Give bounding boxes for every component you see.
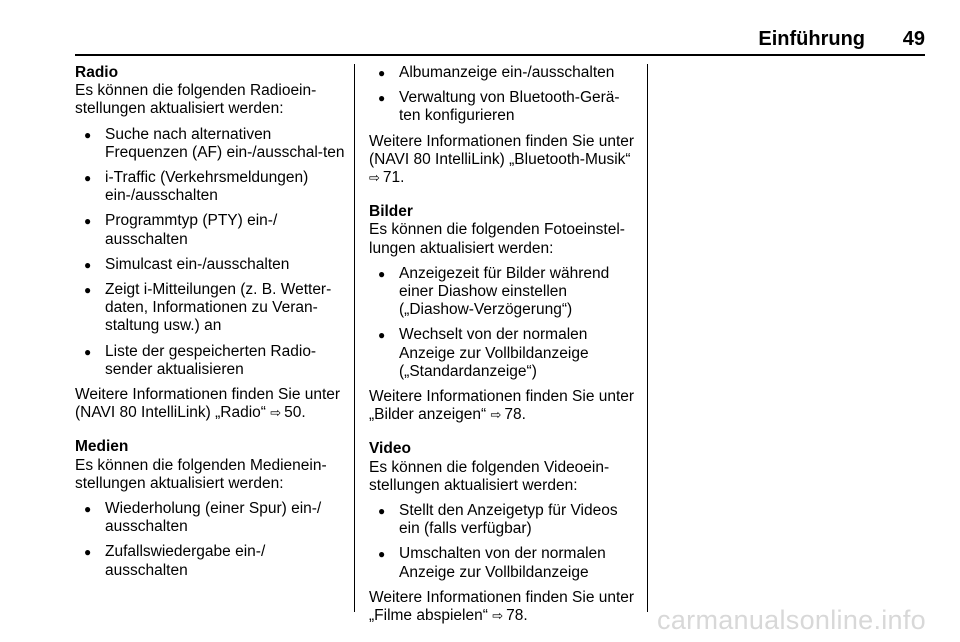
- more-info: [369, 589, 639, 626]
- section-intro: Es können die folgenden Medienein-stellungen aktualisiert werden:: [75, 456, 327, 492]
- list-item: ● Umschalten von der normalen Anzeige zur Vollbildanzeige: [369, 545, 639, 581]
- section-medien: [75, 438, 347, 579]
- list-item: ● Verwaltung von Bluetooth-Gerä-ten konfigurieren: [369, 89, 639, 125]
- bullet-list: [369, 502, 639, 582]
- page-ref[interactable]: 78.: [506, 607, 528, 625]
- column-divider: [647, 64, 648, 612]
- list-item: ● Suche nach alternativen Frequenzen (AF) ein-/ausschal-ten: [75, 126, 347, 162]
- section-intro: Es können die folgenden Fotoeinstel-lungen aktualisiert werden:: [369, 221, 625, 257]
- section-intro: Es können die folgenden Videoein-stellungen aktualisiert werden:: [369, 458, 610, 494]
- section-intro: Es können die folgenden Radioein-stellungen aktualisiert werden:: [75, 82, 317, 118]
- more-info-text: Weitere Informationen finden Sie unter „Bilder anzeigen“: [369, 388, 635, 424]
- section-bilder: [369, 203, 639, 425]
- more-info-text: Weitere Informationen finden Sie unter „Filme abspielen“: [369, 588, 635, 625]
- chapter-title: Einführung: [758, 28, 865, 50]
- more-info-text: Weitere Informationen finden Sie unter (NAVI 80 IntelliLink) „Bluetooth-Musik“: [369, 132, 635, 168]
- section-title: Bilder: [369, 203, 413, 221]
- more-info: [369, 133, 639, 189]
- section-title: Video: [369, 440, 411, 458]
- more-info-text: Weitere Informationen finden Sie unter (NAVI 80 IntelliLink) „Radio“: [75, 386, 341, 422]
- page-ref[interactable]: 78.: [504, 406, 526, 424]
- list-item: ● Anzeigezeit für Bilder während einer Diashow einstellen („Diashow-Verzögerung“): [369, 265, 639, 320]
- section-video: [369, 440, 639, 626]
- section-title: Radio: [75, 64, 119, 81]
- section-radio: [75, 64, 347, 423]
- column-divider: [354, 64, 355, 612]
- list-item: ● Zufallswiedergabe ein-/ ausschalten: [75, 543, 347, 579]
- list-item: ● Programmtyp (PTY) ein-/ ausschalten: [75, 212, 347, 248]
- bullet-list: [369, 265, 639, 381]
- section-medien-continued: [369, 64, 639, 188]
- list-item: ● Wechselt von der normalen Anzeige zur Vollbildanzeige („Standardanzeige“): [369, 326, 639, 381]
- list-item: ● Liste der gespeicherten Radio-sender aktualisieren: [75, 343, 347, 379]
- page-header: [75, 28, 925, 52]
- bullet-list: [75, 500, 347, 580]
- list-item: ● Wiederholung (einer Spur) ein-/ ausschalten: [75, 500, 347, 536]
- header-rule: [75, 54, 925, 56]
- section-title: Medien: [75, 438, 129, 456]
- list-item: ● i-Traffic (Verkehrsmeldungen) ein-/ausschalten: [75, 169, 347, 205]
- column-middle: [369, 64, 639, 633]
- page-ref-icon: ⇨: [270, 406, 282, 422]
- list-item: ● Albumanzeige ein-/ausschalten: [369, 64, 639, 82]
- bullet-list: [75, 126, 347, 379]
- page-ref-icon: ⇨: [490, 408, 502, 424]
- page-ref-icon: ⇨: [492, 609, 504, 625]
- list-item: ● Stellt den Anzeigetyp für Videos ein (falls verfügbar): [369, 502, 639, 538]
- page-number: 49: [902, 28, 925, 50]
- bullet-list: [369, 64, 639, 126]
- watermark: carmanualsonline.info: [657, 605, 926, 635]
- list-item: ● Simulcast ein-/ausschalten: [75, 256, 347, 274]
- page-ref[interactable]: 50.: [284, 404, 306, 422]
- more-info: [75, 386, 347, 423]
- column-left: [75, 64, 347, 587]
- page-ref-icon: ⇨: [369, 171, 380, 187]
- page-ref[interactable]: 71.: [382, 169, 405, 187]
- more-info: [369, 388, 639, 425]
- list-item: ● Zeigt i-Mitteilungen (z. B. Wetter-daten, Informationen zu Veran-staltung usw.) an: [75, 281, 347, 336]
